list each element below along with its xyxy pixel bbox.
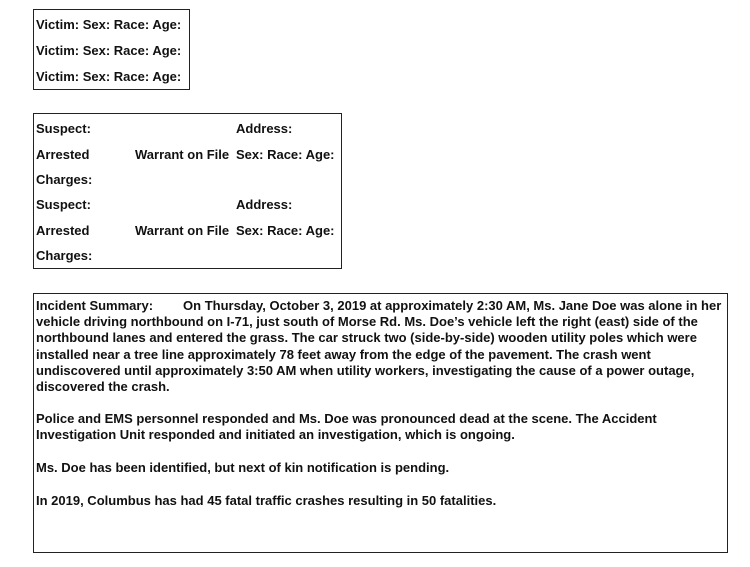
victim-row: Victim: Sex: Race: Age:	[36, 43, 182, 58]
summary-heading: Incident Summary:	[36, 298, 154, 313]
arrested-label: Arrested	[36, 223, 90, 238]
arrested-label: Arrested	[36, 147, 90, 162]
warrant-label: Warrant on File	[135, 223, 230, 238]
charges-label: Charges:	[36, 172, 93, 187]
charges-label: Charges:	[36, 248, 93, 263]
sex-race-age-label: Sex: Race: Age:	[236, 223, 335, 238]
victim-row: Victim: Sex: Race: Age:	[36, 69, 182, 84]
summary-paragraph-3: Ms. Doe has been identified, but next of kin notification is pending.	[36, 460, 450, 475]
suspect-label: Suspect:	[36, 121, 91, 136]
victim-row: Victim: Sex: Race: Age:	[36, 17, 182, 32]
address-label: Address:	[236, 197, 293, 212]
summary-paragraph-4: In 2019, Columbus has had 45 fatal traffic crashes resulting in 50 fatalities.	[36, 493, 497, 508]
suspects-box	[33, 113, 342, 269]
summary-text: On Thursday, October 3, 2019 at approximately 2:30 AM, Ms. Jane Doe was alone in her vehicle driving northbound on I-71, just south of Morse Rd. Ms. Doe’s vehicle left the right (east) side of the northbound lanes and entered the grass. The car struck two (side-by-side) wooden utility poles which were installed near a tree line approximately 78 feet away from the edge of the pavement. The crash went undiscovered until approximately 3:50 AM when utility workers, investigating the cause of a power outage, discovered the crash.	[36, 298, 722, 395]
sex-race-age-label: Sex: Race: Age:	[236, 147, 335, 162]
summary-paragraph-1	[36, 298, 726, 395]
suspect-label: Suspect:	[36, 197, 91, 212]
incident-summary-box	[33, 293, 728, 553]
summary-paragraph-2: Police and EMS personnel responded and Ms. Doe was pronounced dead at the scene. The Accident Investigation Unit responded and initiated an investigation, which is ongoing.	[36, 411, 657, 443]
address-label: Address:	[236, 121, 293, 136]
warrant-label: Warrant on File	[135, 147, 230, 162]
victims-box	[33, 9, 190, 90]
